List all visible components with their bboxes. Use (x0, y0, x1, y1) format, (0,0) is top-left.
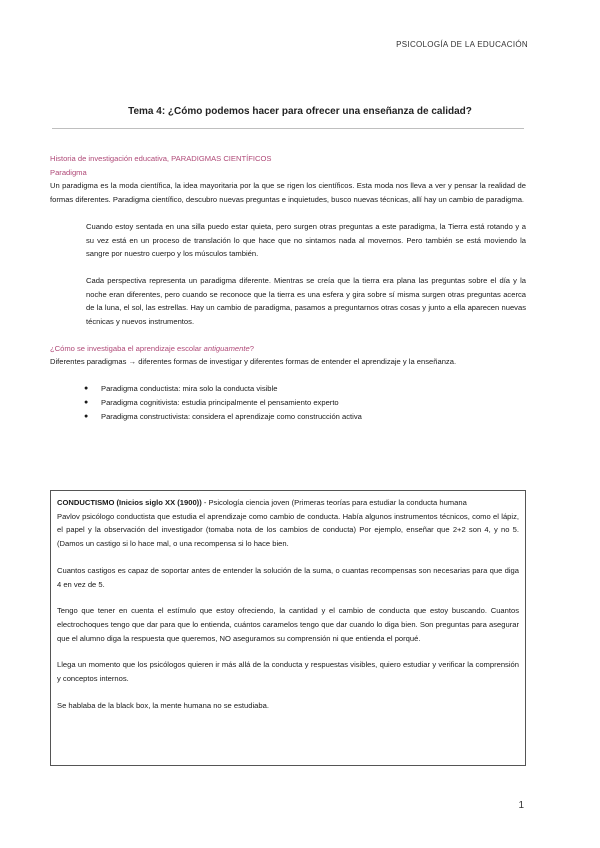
paragraph-paradigms-difference: Diferentes paradigmas → diferentes formas de investigar y diferentes formas de entender el aprendizaje y la enseñanza. (50, 357, 457, 367)
bullet-icon: ● (84, 398, 89, 406)
box-heading: CONDUCTISMO (Inicios siglo XX (1900)) - Psicología ciencia joven (Primeras teorías para estudiar la conducta humana (57, 498, 467, 507)
page-title: Tema 4: ¿Cómo podemos hacer para ofrecer una enseñanza de calidad? (128, 106, 472, 117)
main-content (50, 152, 526, 423)
section-heading-paradigms: Historia de investigación educativa, PARADIGMAS CIENTÍFICOS (50, 154, 272, 163)
box-paragraph-castigos: Cuantos castigos es capaz de soportar antes de entender la solución de la suma, o cuantas recompensas son necesarias para que diga 4 en vez de 5. (57, 565, 519, 589)
bullet-icon: ● (84, 412, 89, 420)
conductismo-box (50, 490, 526, 766)
list-item: ● Paradigma conductista: mira solo la conducta visible (84, 382, 526, 396)
section-heading-investigation: ¿Cómo se investigaba el aprendizaje escolar antiguamente? (50, 343, 254, 353)
page-number: 1 (518, 800, 524, 811)
running-header: PSICOLOGÍA DE LA EDUCACIÓN (396, 40, 528, 49)
indented-paragraph-perspectives: Cada perspectiva representa un paradigma diferente. Mientras se creía que la tierra era plana las preguntas sobre el día y la noche eran diferentes, pero cuando se reconoce que la tierra es una esfera y gira sobre sí misma surgen otras preguntas acerca de la luna, el sol, las estrellas. Hay un cambio de paradigma, pasamos a preguntarnos otras cosas y junto a ella aparecen nuevas técnicas y nuevos instrumentos. (86, 275, 526, 327)
paradigm-list (50, 382, 526, 423)
box-paragraph-pavlov: Pavlov psicólogo conductista que estudia el aprendizaje como cambio de conducta. Había algunos instrumentos técnicos, como el lápiz, el papel y la observación del investigador (tomaba nota de los cambios de conducta) Por ejemplo, enseñar que 2+2 son 4, y no 5. (Damos un castigo si lo hace mal, o una recompensa si lo hace bien. (57, 511, 519, 549)
list-item: ● Paradigma cognitivista: estudia principalmente el pensamiento experto (84, 396, 526, 410)
list-item: ● Paradigma constructivista: considera el aprendizaje como construcción activa (84, 410, 526, 424)
subheading-paradigma: Paradigma (50, 167, 87, 177)
title-divider (52, 128, 524, 129)
indented-paragraph-earth-rotation: Cuando estoy sentada en una silla puedo estar quieta, pero surgen otras preguntas a este paradigma, la Tierra está rotando y a su vez está en un proceso de translación lo que hace que no sintamos nada al movernos. Pero también se está moviendo la sangre por nuestro cuerpo y los músculos también. (86, 221, 526, 259)
box-paragraph-estimulo: Tengo que tener en cuenta el estímulo que estoy ofreciendo, la cantidad y el cambio de conducta que estoy buscando. Cuantos electrochoques tengo que dar para que lo entienda, cuántos caramelos tengo que dar cuando lo diga bien. Son preguntas para asegurar que el alumno diga la respuesta que queremos, NO aseguramos su comprensión ni que entienda el porqué. (57, 606, 519, 643)
bullet-icon: ● (84, 385, 89, 393)
paragraph-paradigma-definition: Un paradigma es la moda científica, la idea mayoritaria por la que se rigen los científicos. Esta moda nos lleva a ver y pensar la realidad de formas diferentes. Paradigma científico, descubro nuevas preguntas e inquietudes, busco nuevas técnicas, allí hay un cambio de paradigma. (50, 181, 526, 205)
box-paragraph-black-box: Se hablaba de la black box, la mente humana no se estudiaba. (57, 700, 269, 710)
box-paragraph-psicologos: Llega un momento que los psicólogos quieren ir más allá de la conducta y respuestas visibles, quiero estudiar y verificar la comprensión y conceptos internos. (57, 660, 519, 684)
